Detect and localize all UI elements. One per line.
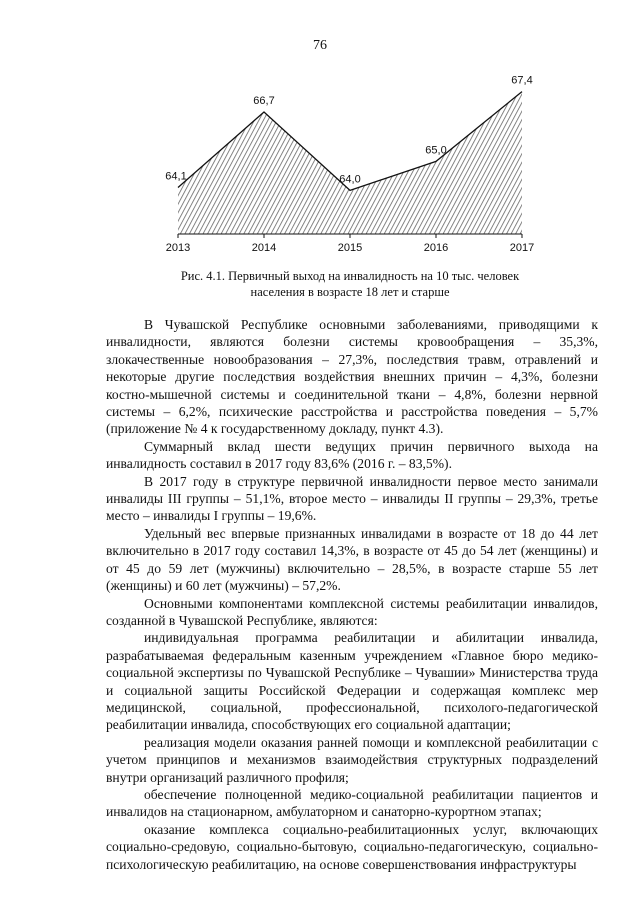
- paragraph-3: В 2017 году в структуре первичной инвалидности первое место занимали инвалиды III группы – 51,1%, второе место – инвалиды II группы – 29,3%, третье место – инвалиды I группы – 19,6%.: [106, 473, 598, 524]
- data-label: 64,0: [339, 173, 361, 186]
- caption-line-1: Рис. 4.1. Первичный выход на инвалидность на 10 тыс. человек: [180, 269, 520, 283]
- x-tick-label: 2013: [165, 242, 191, 254]
- body-text: [106, 316, 598, 873]
- data-label: 66,7: [253, 94, 275, 107]
- figure-caption: [150, 268, 550, 300]
- x-tick-label: 2016: [423, 242, 449, 254]
- paragraph-4: Удельный вес впервые признанных инвалидами в возрасте от 18 до 44 лет включительно в 2017 году составил 14,3%, в возрасте от 45 до 54 лет (женщины) и от 45 до 59 лет (мужчины) включительно – 28,5%, в возрасте старше 55 лет (женщины) и 60 лет (мужчины) – 57,2%.: [106, 525, 598, 594]
- paragraph-6: индивидуальная программа реабилитации и абилитации инвалида, разрабатываемая федеральным казенным учреждением «Главное бюро медико-социальной экспертизы по Чувашской Республике – Чувашии» Министерства труда и социальной защиты Российской Федерации и содержащая комплекс мер медицинской, социальной, профессиональной, психолого-педагогической реабилитации инвалида, способствующих его социальной адаптации;: [106, 630, 598, 733]
- paragraph-5: Основными компонентами комплексной системы реабилитации инвалидов, созданной в Чувашской Республике, являются:: [106, 595, 598, 628]
- paragraph-9: оказание комплекса социально-реабилитационных услуг, включающих социально-средовую, социально-бытовую, социально-педагогическую, социально-психологическую реабилитацию, на основе совершенствования инфраструктуры: [106, 821, 598, 872]
- area-fill: [178, 92, 522, 234]
- paragraph-7: реализация модели оказания ранней помощи и комплексной реабилитации с учетом принципов и механизмов взаимодействия структурных подразделений внутри организаций различного профиля;: [106, 734, 598, 785]
- data-label: 65,0: [425, 144, 447, 157]
- paragraph-8: обеспечение полноценной медико-социальной реабилитации пациентов и инвалидов на стационарном, амбулаторном и санаторно-курортном этапах;: [106, 786, 598, 820]
- x-tick-label: 2017: [509, 242, 535, 254]
- page-number: 76: [313, 38, 327, 53]
- paragraph-2: Суммарный вклад шести ведущих причин первичного выхода на инвалидность составил в 2017 году 83,6% (2016 г. – 83,5%).: [106, 438, 598, 472]
- x-tick-label: 2014: [251, 242, 277, 254]
- x-tick-label: 2015: [337, 242, 363, 254]
- caption-line-2: населения в возрасте 18 лет и старше: [250, 285, 450, 299]
- data-label: 67,4: [511, 74, 533, 87]
- area-chart: [150, 60, 550, 256]
- data-label: 64,1: [165, 170, 187, 183]
- paragraph-1: В Чувашской Республике основными заболеваниями, приводящими к инвалидности, являются болезни системы кровообращения – 35,3%, злокачественные новообразования – 27,3%, последствия травм, отравлений и некоторые другие последствия воздействия внешних причин – 4,3%, болезни костно-мышечной системы и соединительной ткани – 4,8%, болезни нервной системы – 6,2%, психические расстройства и расстройства поведения – 5,7% (приложение № 4 к государственному докладу, пункт 4.3).: [106, 317, 598, 437]
